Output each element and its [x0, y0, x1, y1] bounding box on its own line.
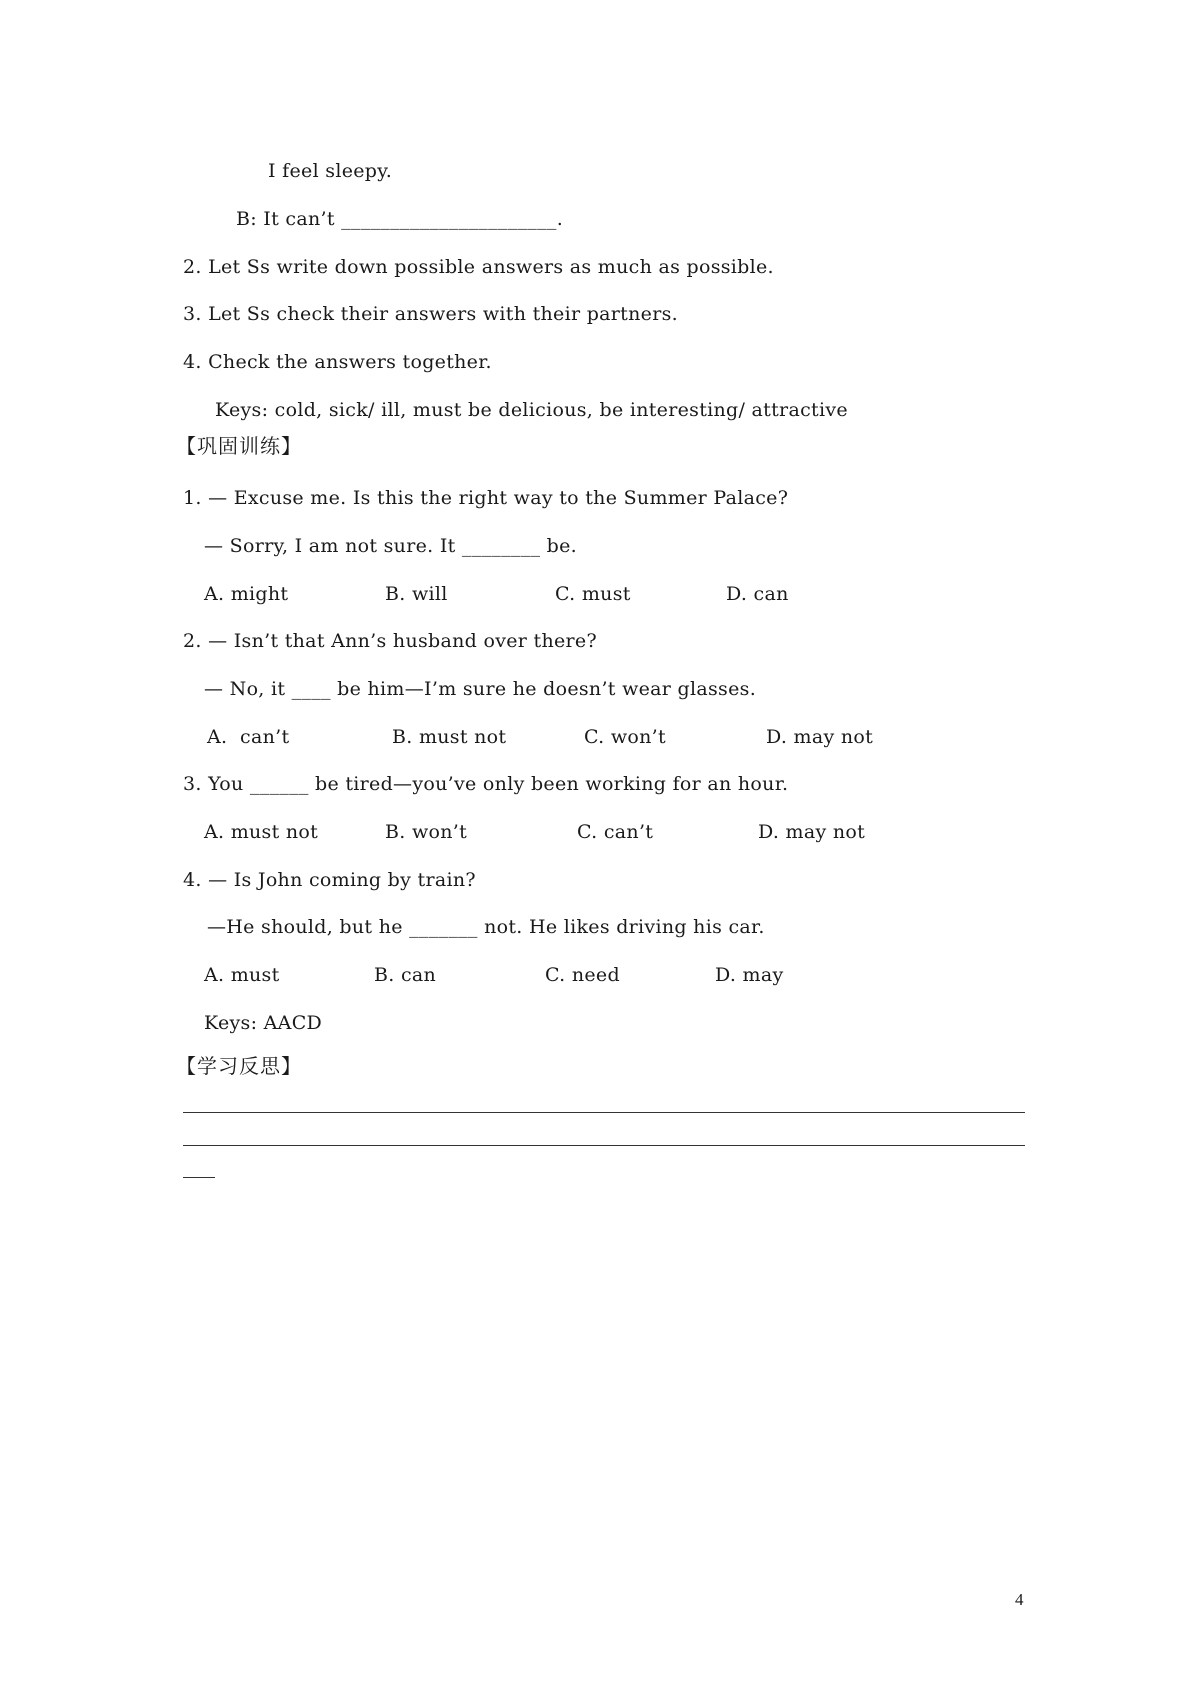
- question-1-reply: — Sorry, I am not sure. It ________ be.: [204, 535, 577, 557]
- question-4-reply: —He should, but he _______ not. He likes driving his car.: [207, 916, 765, 938]
- step-4: 4. Check the answers together.: [183, 351, 492, 373]
- question-2-option-d: D. may not: [766, 726, 874, 748]
- question-2-option-a: A. can’t: [207, 726, 290, 748]
- question-3-option-d: D. may not: [758, 821, 866, 843]
- question-3-option-c: C. can’t: [577, 821, 654, 843]
- question-4-option-a: A. must: [204, 964, 280, 986]
- step-2: 2. Let Ss write down possible answers as much as possible.: [183, 256, 774, 278]
- keys-line: Keys: cold, sick/ ill, must be delicious, be interesting/ attractive: [215, 399, 848, 421]
- question-4-option-c: C. need: [545, 964, 620, 986]
- writing-line-2[interactable]: [183, 1145, 1025, 1146]
- step-3: 3. Let Ss check their answers with their partners.: [183, 303, 678, 325]
- question-4-option-d: D. may: [715, 964, 784, 986]
- section-heading-reflection: 【学习反思】: [176, 1054, 302, 1078]
- question-3-option-b: B. won’t: [385, 821, 468, 843]
- question-4-stem: 4. — Is John coming by train?: [183, 869, 476, 891]
- dialogue-line-a: I feel sleepy.: [268, 160, 393, 182]
- question-2-stem: 2. — Isn’t that Ann’s husband over there?: [183, 630, 597, 652]
- question-3-option-a: A. must not: [204, 821, 319, 843]
- question-1-option-b: B. will: [385, 583, 448, 605]
- question-1-option-a: A. might: [204, 583, 289, 605]
- question-4-option-b: B. can: [374, 964, 437, 986]
- question-2-option-b: B. must not: [392, 726, 507, 748]
- question-3-stem: 3. You ______ be tired—you’ve only been working for an hour.: [183, 773, 789, 795]
- question-2-option-c: C. won’t: [584, 726, 666, 748]
- question-1-option-c: C. must: [555, 583, 631, 605]
- dialogue-line-b: B: It can’t ______________________.: [236, 208, 564, 230]
- question-1-stem: 1. — Excuse me. Is this the right way to the Summer Palace?: [183, 487, 789, 509]
- question-2-reply: — No, it ____ be him—I’m sure he doesn’t wear glasses.: [204, 678, 757, 700]
- answer-keys: Keys: AACD: [204, 1012, 323, 1034]
- question-1-option-d: D. can: [726, 583, 789, 605]
- writing-line-3[interactable]: [183, 1177, 215, 1178]
- section-heading-consolidation: 【巩固训练】: [176, 434, 302, 458]
- writing-line-1[interactable]: [183, 1112, 1025, 1113]
- page-number: 4: [1015, 1590, 1024, 1609]
